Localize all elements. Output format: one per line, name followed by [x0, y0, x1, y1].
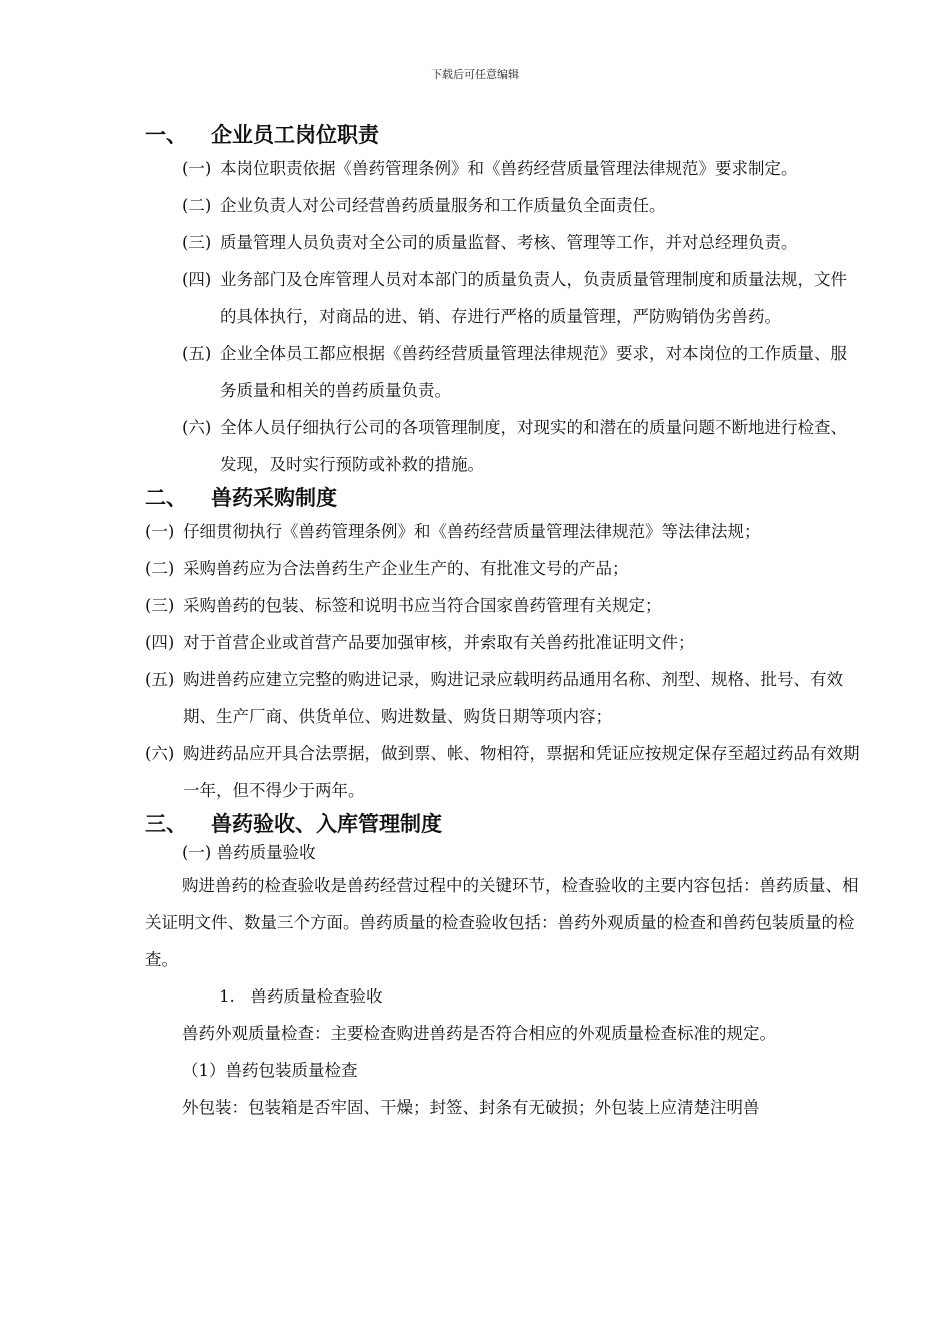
- item-label: (二): [182, 196, 212, 215]
- paragraph: 购进兽药的检查验收是兽药经营过程中的关键环节，检查验收的主要内容包括：兽药质量、相关证明文件、数量三个方面。兽药质量的检查验收包括：兽药外观质量的检查和兽药包装质量的检查。: [145, 876, 859, 969]
- item-label: (一): [182, 159, 212, 178]
- item-label: (四): [145, 633, 175, 652]
- list-item: [145, 587, 861, 624]
- item-text: 采购兽药应为合法兽药生产企业生产的、有批准文号的产品；: [183, 559, 629, 578]
- sub-heading: （1）兽药包装质量检查: [182, 1061, 358, 1080]
- item-text: 购进药品应开具合法票据，做到票、帐、物相符，票据和凭证应按规定保存至超过药品有效期一年，但不得少于两年。: [183, 744, 860, 800]
- list-item: [182, 150, 861, 187]
- numbered-label: 1.: [219, 987, 235, 1006]
- document-body: [145, 120, 861, 1126]
- numbered-heading: [145, 978, 861, 1015]
- numbered-title: 兽药质量检查验收: [250, 987, 383, 1006]
- item-text: 质量管理人员负责对全公司的质量监督、考核、管理等工作，并对总经理负责。: [220, 233, 798, 252]
- item-text: 企业负责人对公司经营兽药质量服务和工作质量负全面责任。: [220, 196, 666, 215]
- list-item: [182, 224, 861, 261]
- item-text: 对于首营企业或首营产品要加强审核，并索取有关兽药批准证明文件；: [183, 633, 695, 652]
- section-1-title: 企业员工岗位职责: [211, 122, 379, 147]
- list-item: [145, 624, 861, 661]
- list-item: [182, 409, 861, 483]
- item-label: (六): [145, 744, 175, 763]
- list-item: [182, 335, 861, 409]
- paragraph: 兽药外观质量检查：主要检查购进兽药是否符合相应的外观质量检查标准的规定。: [182, 1024, 776, 1043]
- list-item: [145, 550, 861, 587]
- section-2-title: 兽药采购制度: [211, 485, 337, 510]
- item-label: (三): [145, 596, 175, 615]
- subsection-heading: [145, 839, 861, 867]
- item-label: (六): [182, 418, 212, 437]
- list-item: [182, 187, 861, 224]
- subsection-label: (一): [182, 843, 212, 862]
- section-2-list: [145, 513, 861, 809]
- item-label: (一): [145, 522, 175, 541]
- list-item: [145, 513, 861, 550]
- item-label: (二): [145, 559, 175, 578]
- subsection-title: 兽药质量验收: [216, 843, 316, 862]
- section-2-number: 二、: [145, 485, 187, 510]
- item-text: 本岗位职责依据《兽药管理条例》和《兽药经营质量管理法律规范》要求制定。: [220, 159, 798, 178]
- section-3-title: 兽药验收、入库管理制度: [211, 811, 442, 836]
- item-label: (五): [145, 670, 175, 689]
- item-label: (四): [182, 270, 212, 289]
- item-text: 采购兽药的包装、标签和说明书应当符合国家兽药管理有关规定；: [183, 596, 662, 615]
- item-text: 业务部门及仓库管理人员对本部门的质量负责人，负责质量管理制度和质量法规，文件的具体执行，对商品的进、销、存进行严格的质量管理，严防购销伪劣兽药。: [220, 270, 847, 326]
- section-3-heading: [145, 809, 861, 839]
- item-text: 购进兽药应建立完整的购进记录，购进记录应载明药品通用名称、剂型、规格、批号、有效期、生产厂商、供货单位、购进数量、购货日期等项内容；: [183, 670, 843, 726]
- list-item: [182, 261, 861, 335]
- item-text: 全体人员仔细执行公司的各项管理制度，对现实的和潜在的质量问题不断地进行检查、发现，及时实行预防或补救的措施。: [220, 418, 847, 474]
- item-text: 企业全体员工都应根据《兽药经营质量管理法律规范》要求，对本岗位的工作质量、服务质量和相关的兽药质量负责。: [220, 344, 847, 400]
- page-header: 下载后可任意编辑: [431, 68, 519, 81]
- list-item: [145, 661, 861, 735]
- list-item: [145, 735, 861, 809]
- item-text: 仔细贯彻执行《兽药管理条例》和《兽药经营质量管理法律规范》等法律法规；: [183, 522, 761, 541]
- item-label: (三): [182, 233, 212, 252]
- section-3-number: 三、: [145, 811, 187, 836]
- section-1-list: [145, 150, 861, 483]
- paragraph: 外包装：包装箱是否牢固、干燥；封签、封条有无破损；外包装上应清楚注明兽: [182, 1098, 760, 1117]
- section-1-number: 一、: [145, 122, 187, 147]
- item-label: (五): [182, 344, 212, 363]
- section-2-heading: [145, 483, 861, 513]
- section-1-heading: [145, 120, 861, 150]
